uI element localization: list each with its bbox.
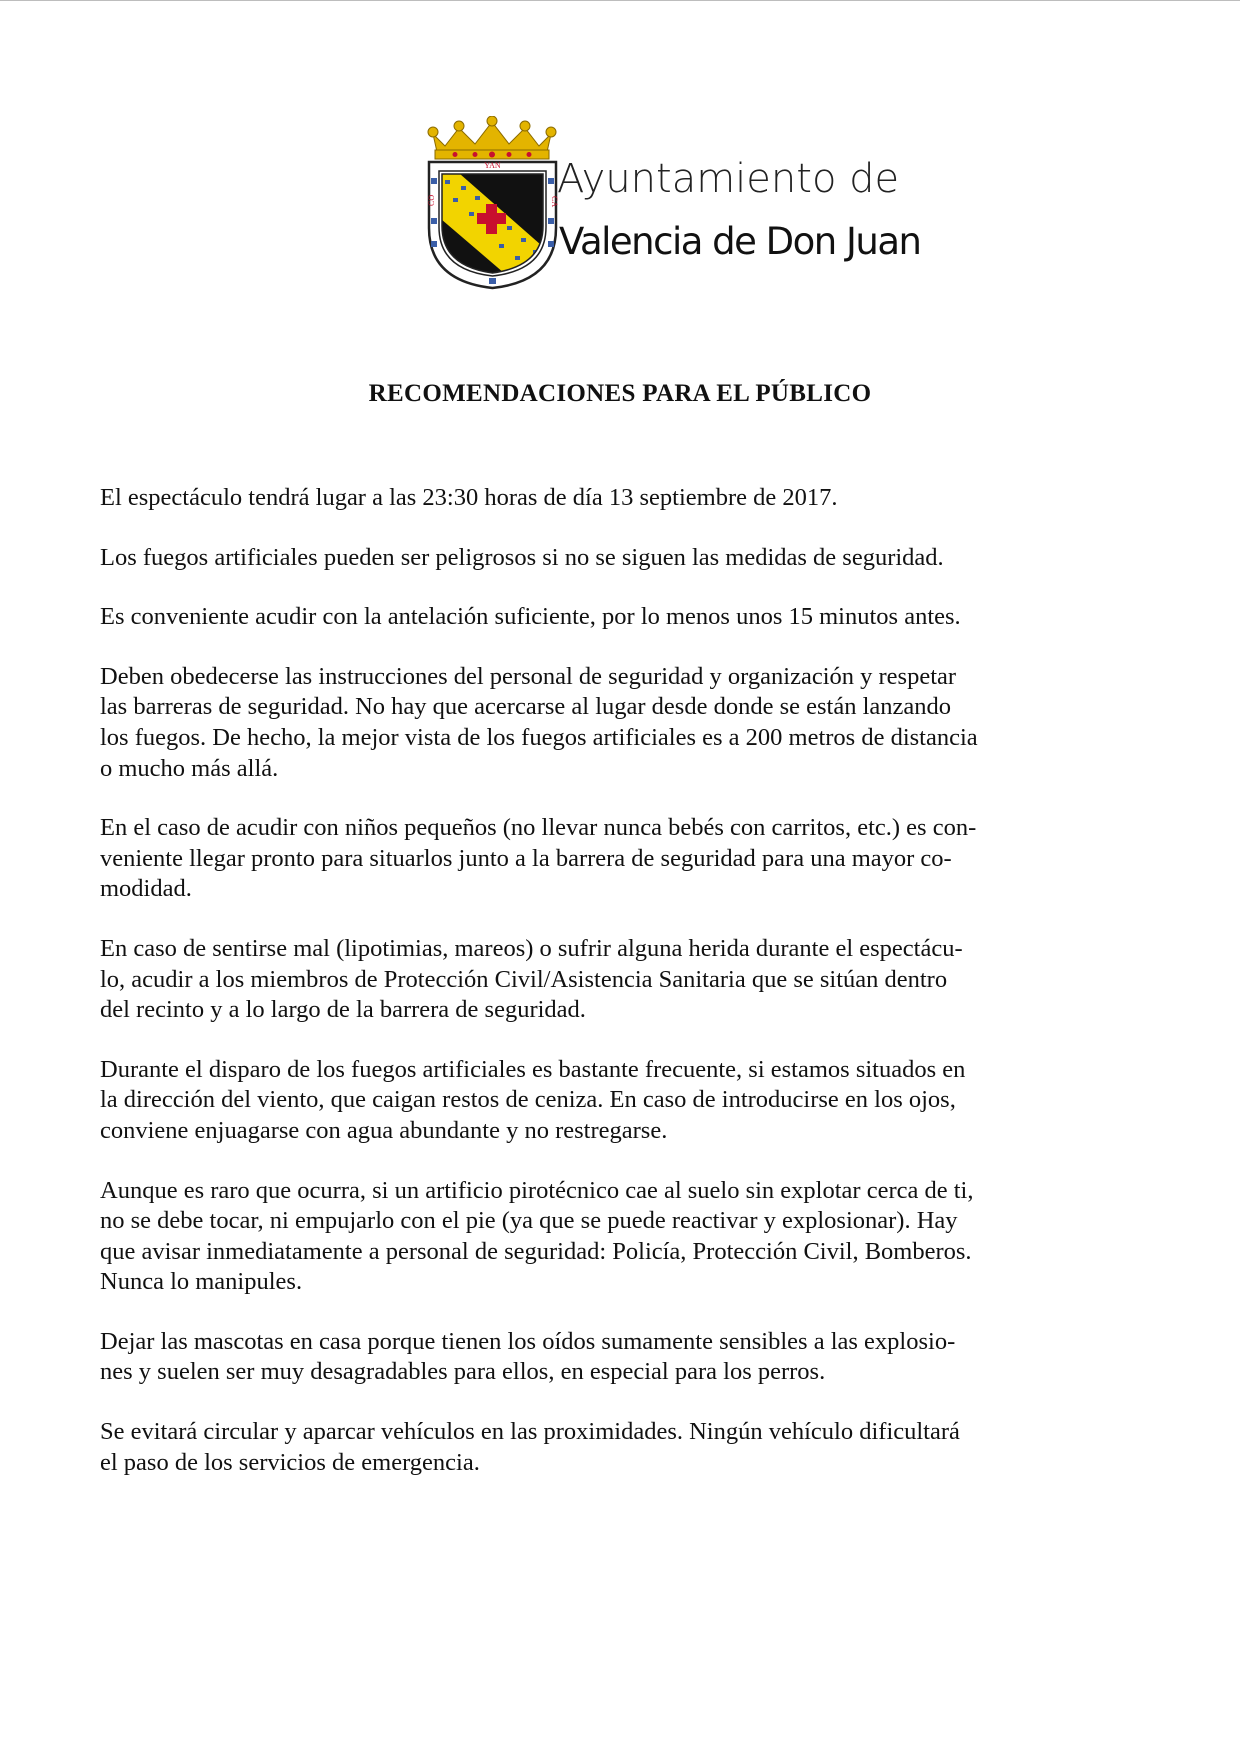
paragraph: Es conveniente acudir con la antelación suficiente, por lo menos unos 15 minutos antes. [100, 603, 961, 631]
svg-text:YAN: YAN [484, 161, 501, 170]
paragraph: Dejar las mascotas en casa porque tienen los oídos sumamente sensibles a las explosio- nes y suelen ser muy desagradables para ellos, en especial para los perros. [100, 1327, 956, 1386]
paragraph: Se evitará circular y aparcar vehículos en las proximidades. Ningún vehículo dificultará el paso de los servicios de emergencia. [100, 1418, 960, 1476]
svg-text:CO: CO [427, 194, 436, 206]
paragraph: Aunque es raro que ocurra, si un artificio pirotécnico cae al suelo sin explotar cerca de ti, no se debe tocar, ni empujarlo con el pie (ya que se puede reactivar y explosionar). Hay que avisar inmediatamente a personal de seguridad: Policía, Protección Civil, Bomberos. Nunca lo manipules. [100, 1176, 974, 1296]
paragraph: En el caso de acudir con niños pequeños (no llevar nunca bebés con carritos, etc.) es con- veniente llegar pronto para situarlos junto a la barrera de seguridad para una mayor co- modidad. [100, 814, 977, 903]
coat-of-arms-logo [425, 116, 560, 291]
org-name-line2: Valencia de Don Juan [559, 220, 921, 263]
paragraph: Deben obedecerse las instrucciones del personal de seguridad y organización y respetar las barreras de seguridad. No hay que acercarse al lugar desde donde se están lanzando los fuegos. De hecho, la mejor vista de los fuegos artificiales es a 200 metros de distancia o mucho más allá. [100, 662, 978, 782]
org-name-line1: Ayuntamiento de [557, 156, 900, 202]
paragraph: El espectáculo tendrá lugar a las 23:30 horas de día 13 septiembre de 2017. [100, 484, 838, 511]
paragraph: Los fuegos artificiales pueden ser peligrosos si no se siguen las medidas de seguridad. [100, 543, 944, 571]
document-body [100, 483, 1148, 1507]
paragraph: En caso de sentirse mal (lipotimias, mareos) o sufrir alguna herida durante el espectácu- lo, acudir a los miembros de Protección Civil/Asistencia Sanitaria que se sitúan dentro del recinto y a lo largo de la barrera de seguridad. [100, 934, 963, 1024]
letterhead [425, 116, 925, 291]
paragraph: Durante el disparo de los fuegos artificiales es bastante frecuente, si estamos situados en la dirección del viento, que caigan restos de ceniza. En caso de introducirse en los ojos, conviene enjuagarse con agua abundante y no restregarse. [100, 1055, 966, 1144]
top-border [0, 0, 1240, 1]
document-title: RECOMENDACIONES PARA EL PÚBLICO [368, 380, 872, 407]
svg-text:CA: CA [550, 196, 559, 208]
